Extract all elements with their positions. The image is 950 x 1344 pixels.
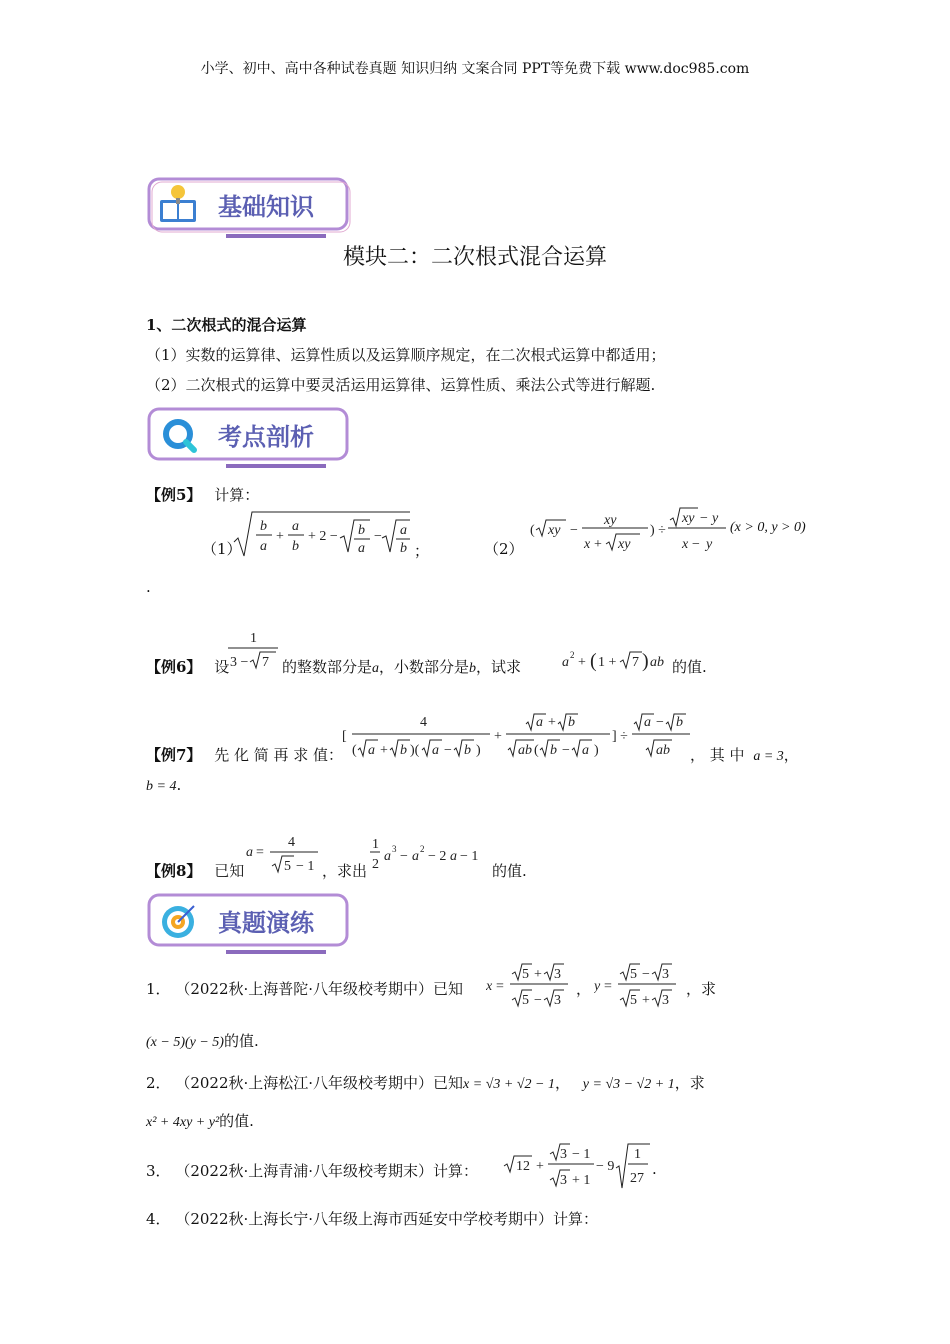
example-text: 的整数部分是	[282, 658, 373, 676]
svg-text:xy: xy	[682, 511, 695, 526]
svg-text:5: 5	[630, 993, 637, 1008]
period: .	[652, 1160, 657, 1178]
svg-text:+: +	[494, 729, 502, 744]
svg-text:b: b	[400, 541, 407, 556]
svg-text:xy: xy	[618, 537, 631, 552]
svg-text:(: (	[530, 523, 535, 538]
comma: ，	[576, 980, 592, 998]
svg-text:a: a	[562, 655, 569, 670]
problem-source: （2022秋·上海松江·八年级校考期中）已知	[175, 1074, 464, 1092]
formula-p2-x: x = √3 + √2 − 1	[463, 1077, 555, 1092]
svg-text:y: y	[706, 537, 713, 552]
svg-text:−: −	[374, 529, 382, 544]
svg-text:3: 3	[560, 1173, 567, 1188]
svg-text:3 −: 3 −	[230, 655, 249, 670]
svg-text:=: =	[496, 979, 504, 994]
period: .	[176, 776, 182, 794]
svg-text:2: 2	[372, 857, 379, 872]
svg-text:+: +	[536, 1159, 544, 1174]
svg-text:7: 7	[262, 655, 269, 670]
svg-text:5: 5	[630, 967, 637, 982]
svg-text:x: x	[584, 537, 591, 552]
svg-text:=: =	[604, 979, 612, 994]
example-label: 【例7】	[146, 746, 202, 764]
module-title: 模块二：二次根式混合运算	[342, 245, 607, 270]
svg-text:1 +: 1 +	[598, 655, 617, 670]
svg-text:−: −	[570, 523, 578, 538]
formula-p1-y	[594, 962, 686, 1010]
svg-text:a: a	[384, 849, 391, 864]
example-text: 已知	[214, 862, 245, 880]
svg-text:b: b	[464, 743, 471, 758]
svg-text:xy: xy	[604, 513, 617, 528]
svg-text:a: a	[246, 845, 253, 860]
svg-text:− 2: − 2	[428, 849, 447, 864]
svg-text:27: 27	[630, 1171, 644, 1186]
formula-p3	[502, 1142, 652, 1192]
svg-text:5: 5	[522, 993, 529, 1008]
svg-text:a: a	[412, 849, 419, 864]
svg-text:12: 12	[516, 1159, 530, 1174]
svg-text:3: 3	[554, 993, 561, 1008]
svg-text:) ÷: ) ÷	[650, 523, 666, 538]
svg-text:)(: )(	[410, 743, 420, 758]
problem-source: （2022秋·上海青浦·八年级校考期末）计算：	[175, 1162, 479, 1180]
svg-text:3: 3	[554, 967, 561, 982]
svg-text:7: 7	[632, 655, 639, 670]
svg-text:−: −	[700, 511, 708, 526]
formula-p1-expr: (x − 5)(y − 5)	[146, 1035, 224, 1050]
example-text: ， 其 中	[690, 746, 745, 764]
svg-text:] ÷: ] ÷	[612, 729, 628, 744]
svg-text:b: b	[358, 523, 365, 538]
example-text: 设	[214, 658, 230, 676]
badge-analysis	[146, 406, 352, 470]
svg-text:− 1: − 1	[296, 859, 315, 874]
example-label: 【例6】	[146, 658, 202, 676]
svg-text:b: b	[292, 539, 299, 554]
badge-practice	[146, 892, 352, 956]
svg-text:a: a	[358, 541, 365, 556]
svg-text:a: a	[450, 849, 457, 864]
problem-number: 3．	[146, 1162, 171, 1180]
svg-text:5: 5	[522, 967, 529, 982]
separator: ；	[414, 542, 430, 560]
formula-p1-x	[486, 962, 576, 1010]
svg-text:(: (	[590, 650, 597, 672]
svg-text:真题演练: 真题演练	[218, 909, 314, 937]
svg-text:−: −	[692, 537, 700, 552]
svg-text:=: =	[256, 845, 264, 860]
example-text: 的值.	[492, 862, 527, 880]
paragraph: （2）二次根式的运算中要灵活运用运算律、运算性质、乘法公式等进行解题.	[146, 376, 656, 394]
svg-text:2: 2	[570, 650, 575, 660]
formula-ex6-frac	[226, 626, 282, 674]
example-text: ，求出	[322, 862, 368, 880]
svg-text:ab: ab	[518, 743, 532, 758]
problem-number: 1．	[146, 980, 171, 998]
svg-text:3: 3	[662, 993, 669, 1008]
var-b: b	[469, 661, 477, 676]
example-part-label: （2）	[484, 540, 524, 558]
problem-source: （2022秋·上海普陀·八年级校考期中）已知	[175, 980, 464, 998]
formula-p2-y: y = √3 − √2 + 1	[582, 1077, 675, 1092]
svg-text:− 9: − 9	[596, 1159, 615, 1174]
formula-p2-expr: x² + 4xy + y²	[146, 1115, 220, 1130]
svg-text:+: +	[380, 743, 388, 758]
svg-text:x: x	[682, 537, 689, 552]
formula-ex5-1	[232, 508, 412, 560]
example-text: 计算：	[214, 486, 260, 504]
svg-text:−: −	[642, 967, 650, 982]
svg-text:考点剖析: 考点剖析	[218, 423, 314, 451]
example-text: ，小数部分是	[379, 658, 470, 676]
example-part-label: （1）	[202, 540, 242, 558]
svg-text:+ 2 −: + 2 −	[308, 529, 338, 544]
svg-text:): )	[594, 743, 599, 758]
svg-text:a: a	[368, 743, 375, 758]
svg-text:a: a	[582, 743, 589, 758]
badge-basics	[146, 176, 352, 240]
svg-text:+: +	[276, 529, 284, 544]
svg-text:(: (	[534, 743, 539, 758]
svg-text:+ 1: + 1	[572, 1173, 591, 1188]
example-text: ，试求	[476, 658, 522, 676]
svg-text:(: (	[352, 743, 357, 758]
condition: a = 3	[753, 749, 784, 764]
period: .	[146, 578, 151, 596]
svg-text:−: −	[656, 715, 664, 730]
svg-text:b: b	[260, 519, 267, 534]
svg-text:a: a	[292, 519, 299, 534]
svg-text:): )	[642, 650, 649, 672]
svg-text:ab: ab	[650, 655, 664, 670]
example-label: 【例8】	[146, 862, 202, 880]
svg-text:+: +	[642, 993, 650, 1008]
svg-text:y: y	[594, 979, 601, 994]
svg-text:4: 4	[420, 715, 427, 730]
svg-text:3: 3	[392, 844, 397, 854]
var-a: a	[372, 661, 380, 676]
svg-text:3: 3	[560, 1147, 567, 1162]
condition: (x > 0, y > 0)	[730, 520, 806, 535]
svg-text:− 1: − 1	[572, 1147, 591, 1162]
svg-text:−: −	[534, 993, 542, 1008]
svg-text:1: 1	[634, 1147, 641, 1162]
problem-text: ，求	[674, 1074, 705, 1092]
svg-text:4: 4	[288, 835, 295, 850]
svg-text:a: a	[536, 715, 543, 730]
svg-text:b: b	[676, 715, 683, 730]
svg-text:2: 2	[420, 844, 425, 854]
page-header: 小学、初中、高中各种试卷真题 知识归纳 文案合同 PPT等免费下载 www.doc985.com	[200, 61, 750, 77]
comma: ，	[554, 1074, 570, 1092]
example-label: 【例5】	[146, 486, 202, 504]
svg-text:3: 3	[662, 967, 669, 982]
svg-text:y: y	[712, 511, 719, 526]
svg-text:−: −	[562, 743, 570, 758]
paragraph: （1）实数的运算律、运算性质以及运算顺序规定，在二次根式运算中都适用；	[146, 346, 666, 364]
problem-source: （2022秋·上海长宁·八年级上海市西延安中学校考期中）计算：	[175, 1210, 599, 1228]
problem-number: 2．	[146, 1074, 171, 1092]
svg-text:): )	[476, 743, 481, 758]
formula-ex6-expr	[562, 644, 670, 674]
target-icon	[162, 906, 194, 938]
problem-text: ，求	[686, 980, 717, 998]
formula-ex8-a	[246, 830, 322, 878]
svg-text:1: 1	[372, 837, 379, 852]
svg-text:b: b	[568, 715, 575, 730]
svg-text:+: +	[594, 537, 602, 552]
problem-text: 的值.	[219, 1112, 254, 1130]
svg-text:ab: ab	[656, 743, 670, 758]
formula-ex5-2	[530, 506, 730, 556]
svg-text:−: −	[444, 743, 452, 758]
svg-text:1: 1	[250, 631, 257, 646]
section-heading: 1、二次根式的混合运算	[146, 316, 307, 334]
formula-ex8-expr	[370, 834, 490, 878]
svg-text:−: −	[400, 849, 408, 864]
svg-text:+: +	[534, 967, 542, 982]
svg-text:a: a	[400, 523, 407, 538]
svg-text:x: x	[486, 979, 493, 994]
svg-text:b: b	[550, 743, 557, 758]
svg-text:a: a	[432, 743, 439, 758]
formula-ex7	[342, 708, 692, 764]
svg-text:基础知识: 基础知识	[218, 193, 314, 221]
svg-text:+: +	[578, 655, 586, 670]
problem-number: 4．	[146, 1210, 171, 1228]
svg-text:a: a	[260, 539, 267, 554]
example-text: 的值.	[672, 658, 707, 676]
svg-text:xy: xy	[548, 523, 561, 538]
svg-text:5: 5	[284, 859, 291, 874]
svg-text:a: a	[644, 715, 651, 730]
example-text: 先 化 简 再 求 值：	[214, 746, 344, 764]
condition: b = 4	[146, 779, 177, 794]
svg-text:+: +	[548, 715, 556, 730]
problem-text: 的值.	[223, 1032, 259, 1050]
svg-text:[: [	[342, 729, 347, 744]
comma: ，	[783, 746, 799, 764]
svg-text:b: b	[400, 743, 407, 758]
svg-text:− 1: − 1	[460, 849, 479, 864]
